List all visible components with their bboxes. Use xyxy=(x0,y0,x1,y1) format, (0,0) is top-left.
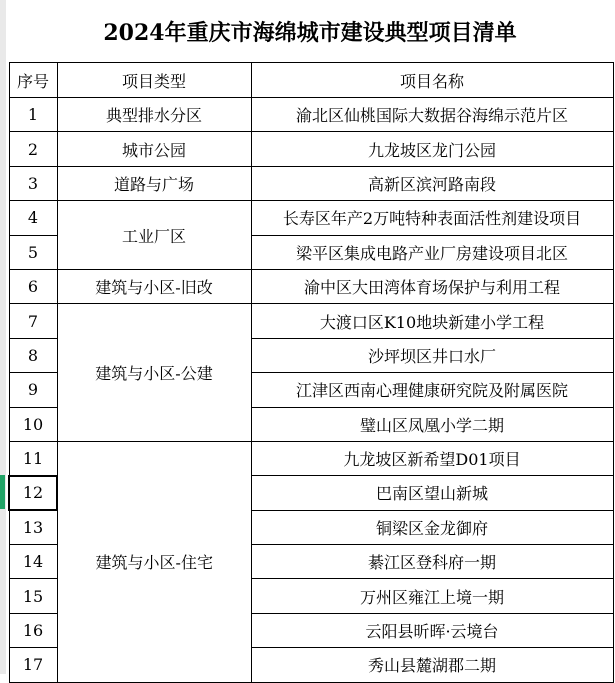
row-number-cell[interactable]: 1 xyxy=(9,98,57,132)
document-content xyxy=(8,0,612,683)
project-type-cell[interactable]: 建筑与小区-旧改 xyxy=(57,269,251,303)
row-number-cell[interactable]: 3 xyxy=(9,166,57,200)
table-row xyxy=(9,201,613,235)
row-number-cell[interactable]: 15 xyxy=(9,579,57,613)
project-name-cell[interactable]: 长寿区年产2万吨特种表面活性剂建设项目 xyxy=(251,201,613,235)
selected-cell-indicator xyxy=(0,475,5,509)
row-number-cell[interactable]: 6 xyxy=(9,269,57,303)
row-number-cell[interactable]: 8 xyxy=(9,338,57,372)
column-header-type[interactable]: 项目类型 xyxy=(57,63,251,98)
table-row xyxy=(9,132,613,166)
project-name-cell[interactable]: 云阳县昕晖·云境台 xyxy=(251,613,613,647)
project-name-cell[interactable]: 九龙坡区龙门公园 xyxy=(251,132,613,166)
row-number-cell[interactable]: 9 xyxy=(9,373,57,407)
row-number-cell[interactable]: 13 xyxy=(9,510,57,544)
row-number-cell[interactable]: 11 xyxy=(9,441,57,475)
project-name-cell[interactable]: 沙坪坝区井口水厂 xyxy=(251,338,613,372)
project-type-cell[interactable]: 城市公园 xyxy=(57,132,251,166)
header-row xyxy=(9,63,613,98)
project-type-cell[interactable]: 建筑与小区-住宅 xyxy=(57,441,251,682)
project-name-cell[interactable]: 九龙坡区新希望D01项目 xyxy=(251,441,613,475)
table-row xyxy=(9,98,613,132)
row-number-cell[interactable]: 2 xyxy=(9,132,57,166)
row-number-cell[interactable]: 4 xyxy=(9,201,57,235)
project-name-cell[interactable]: 秀山县麓湖郡二期 xyxy=(251,648,613,682)
row-number-cell[interactable]: 10 xyxy=(9,407,57,441)
row-number-cell[interactable]: 17 xyxy=(9,648,57,682)
table-row xyxy=(9,269,613,303)
project-name-cell[interactable]: 万州区雍江上境一期 xyxy=(251,579,613,613)
table-row xyxy=(9,166,613,200)
column-header-name[interactable]: 项目名称 xyxy=(251,63,613,98)
project-table xyxy=(8,62,614,683)
row-number-cell[interactable]: 12 xyxy=(9,476,57,510)
project-name-cell[interactable]: 綦江区登科府一期 xyxy=(251,545,613,579)
project-type-cell[interactable]: 典型排水分区 xyxy=(57,98,251,132)
table-row xyxy=(9,304,613,338)
page-title: 2024年重庆市海绵城市建设典型项目清单 xyxy=(103,19,517,46)
project-name-cell[interactable]: 铜梁区金龙御府 xyxy=(251,510,613,544)
project-type-cell[interactable]: 工业厂区 xyxy=(57,201,251,270)
project-name-cell[interactable]: 梁平区集成电路产业厂房建设项目北区 xyxy=(251,235,613,269)
row-number-cell[interactable]: 16 xyxy=(9,613,57,647)
row-number-cell[interactable]: 7 xyxy=(9,304,57,338)
left-margin xyxy=(0,0,6,674)
row-number-cell[interactable]: 14 xyxy=(9,545,57,579)
project-name-cell[interactable]: 大渡口区K10地块新建小学工程 xyxy=(251,304,613,338)
project-name-cell[interactable]: 渝中区大田湾体育场保护与利用工程 xyxy=(251,269,613,303)
project-name-cell[interactable]: 巴南区望山新城 xyxy=(251,476,613,510)
project-type-cell[interactable]: 道路与广场 xyxy=(57,166,251,200)
project-name-cell[interactable]: 璧山区凤凰小学二期 xyxy=(251,407,613,441)
project-name-cell[interactable]: 高新区滨河路南段 xyxy=(251,166,613,200)
project-type-cell[interactable]: 建筑与小区-公建 xyxy=(57,304,251,442)
row-number-cell[interactable]: 5 xyxy=(9,235,57,269)
table-body xyxy=(9,98,613,683)
column-header-no[interactable]: 序号 xyxy=(9,63,57,98)
project-name-cell[interactable]: 渝北区仙桃国际大数据谷海绵示范片区 xyxy=(251,98,613,132)
table-row xyxy=(9,441,613,475)
project-name-cell[interactable]: 江津区西南心理健康研究院及附属医院 xyxy=(251,373,613,407)
